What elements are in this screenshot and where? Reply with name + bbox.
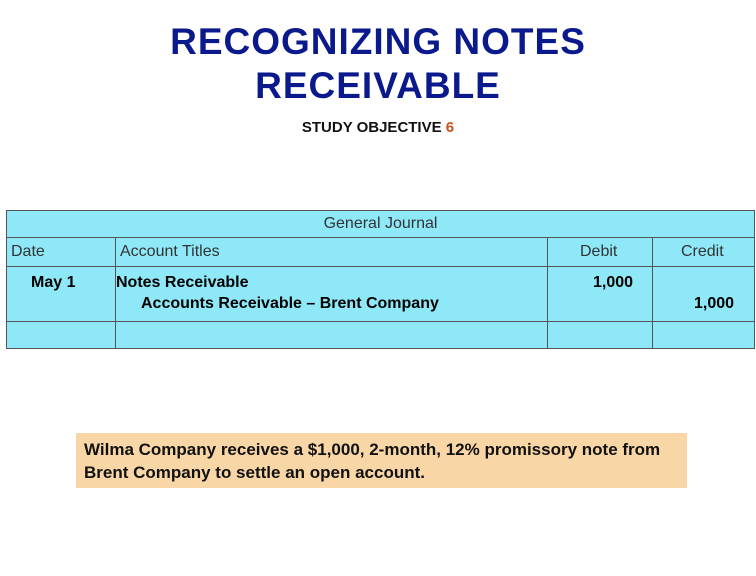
entry-date: May 1	[31, 274, 76, 291]
column-header-debit: Debit	[580, 243, 618, 260]
entry-credit-amount: 1,000	[694, 295, 735, 312]
grid-line	[7, 237, 754, 238]
study-objective-number: 6	[445, 119, 455, 136]
grid-line	[7, 266, 754, 267]
title-line-1: RECOGNIZING NOTES	[170, 21, 586, 62]
grid-line	[547, 237, 548, 349]
grid-line	[7, 321, 754, 322]
transaction-description: Wilma Company receives a $1,000, 2-month, 12% promissory note from Brent Company to settle an open account.	[76, 433, 687, 488]
column-header-date: Date	[11, 243, 45, 260]
journal-heading: General Journal	[323, 215, 438, 232]
grid-line	[115, 237, 116, 349]
general-journal-table	[6, 210, 755, 349]
entry-debit-amount: 1,000	[593, 274, 634, 291]
study-objective	[0, 119, 756, 136]
grid-line	[652, 237, 653, 349]
column-header-credit: Credit	[681, 243, 724, 260]
column-header-account-titles: Account Titles	[120, 243, 220, 260]
entry-account-credit: Accounts Receivable – Brent Company	[141, 295, 439, 312]
slide-title	[0, 20, 756, 108]
study-objective-label: STUDY OBJECTIVE	[301, 119, 446, 136]
entry-account-debit: Notes Receivable	[116, 274, 249, 291]
title-line-2: RECEIVABLE	[255, 65, 501, 106]
